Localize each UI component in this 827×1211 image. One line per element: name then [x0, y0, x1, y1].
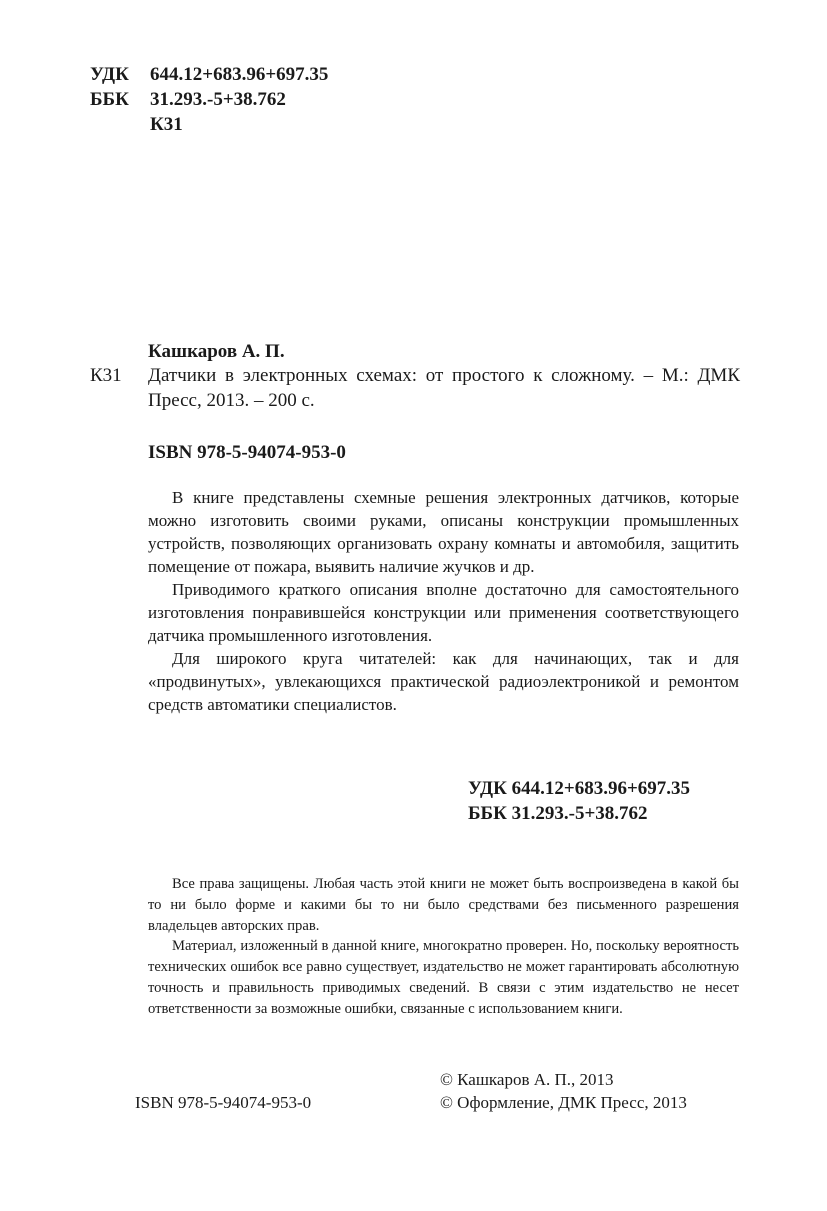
catalog-author: Кашкаров А. П.	[148, 341, 285, 362]
catalog-code: К31	[90, 365, 122, 386]
catalog-isbn: ISBN 978-5-94074-953-0	[148, 442, 346, 463]
bbk-label: ББК	[90, 89, 129, 110]
udk-row	[90, 62, 490, 87]
footer-isbn: ISBN 978-5-94074-953-0	[135, 1093, 312, 1112]
author-mark: К31	[150, 114, 183, 135]
classification-block-top	[90, 62, 490, 142]
copyright-author: © Кашкаров А. П., 2013	[440, 1070, 614, 1089]
annotation-paragraph: Для широкого круга читателей: как для начинающих, так и для «продвинутых», увлекающихся практической радиоэлектроникой и ремонтом средств автоматики специалистов.	[148, 649, 739, 714]
annotation-paragraph: В книге представлены схемные решения электронных датчиков, которые можно изготовить своими руками, описаны конструкции промышленных устройств, позволяющих организовать охрану комнаты и автомобиля, защитить помещение от пожара, выявить наличие жучков и др.	[148, 488, 739, 576]
udk-line: УДК 644.12+683.96+697.35	[468, 778, 691, 799]
bbk-value: 31.293.-5+38.762	[150, 89, 286, 110]
classification-block-bottom	[468, 776, 690, 826]
catalog-title: Датчики в электронных схемах: от простого к сложному. – М.: ДМК Пресс, 2013. – 200 с.	[148, 365, 740, 411]
bbk-line: ББК 31.293.-5+38.762	[468, 803, 648, 824]
rights-paragraph: Все права защищены. Любая часть этой книги не может быть воспроизведена в какой бы то ни было форме и какими бы то ни было средствами без письменного разрешения владельцев авторских прав.	[148, 876, 739, 934]
author-mark-row	[90, 112, 490, 137]
rights-notice	[148, 874, 739, 1020]
copyright-design: © Оформление, ДМК Пресс, 2013	[440, 1093, 687, 1112]
udk-value: 644.12+683.96+697.35	[150, 64, 329, 85]
udk-label: УДК	[90, 64, 129, 85]
bbk-row	[90, 87, 490, 112]
annotation-paragraph: Приводимого краткого описания вполне достаточно для самостоятельного изготовления понравившейся конструкции или применения соответствующего датчика промышленного изготовления.	[148, 580, 739, 645]
annotation	[148, 486, 739, 716]
rights-paragraph: Материал, изложенный в данной книге, многократно проверен. Но, поскольку вероятность технических ошибок все равно существует, издательство не может гарантировать абсолютную точность и правильность приводимых сведений. В связи с этим издательство не несет ответственности за возможные ошибки, связанные с использованием книги.	[148, 938, 739, 1017]
